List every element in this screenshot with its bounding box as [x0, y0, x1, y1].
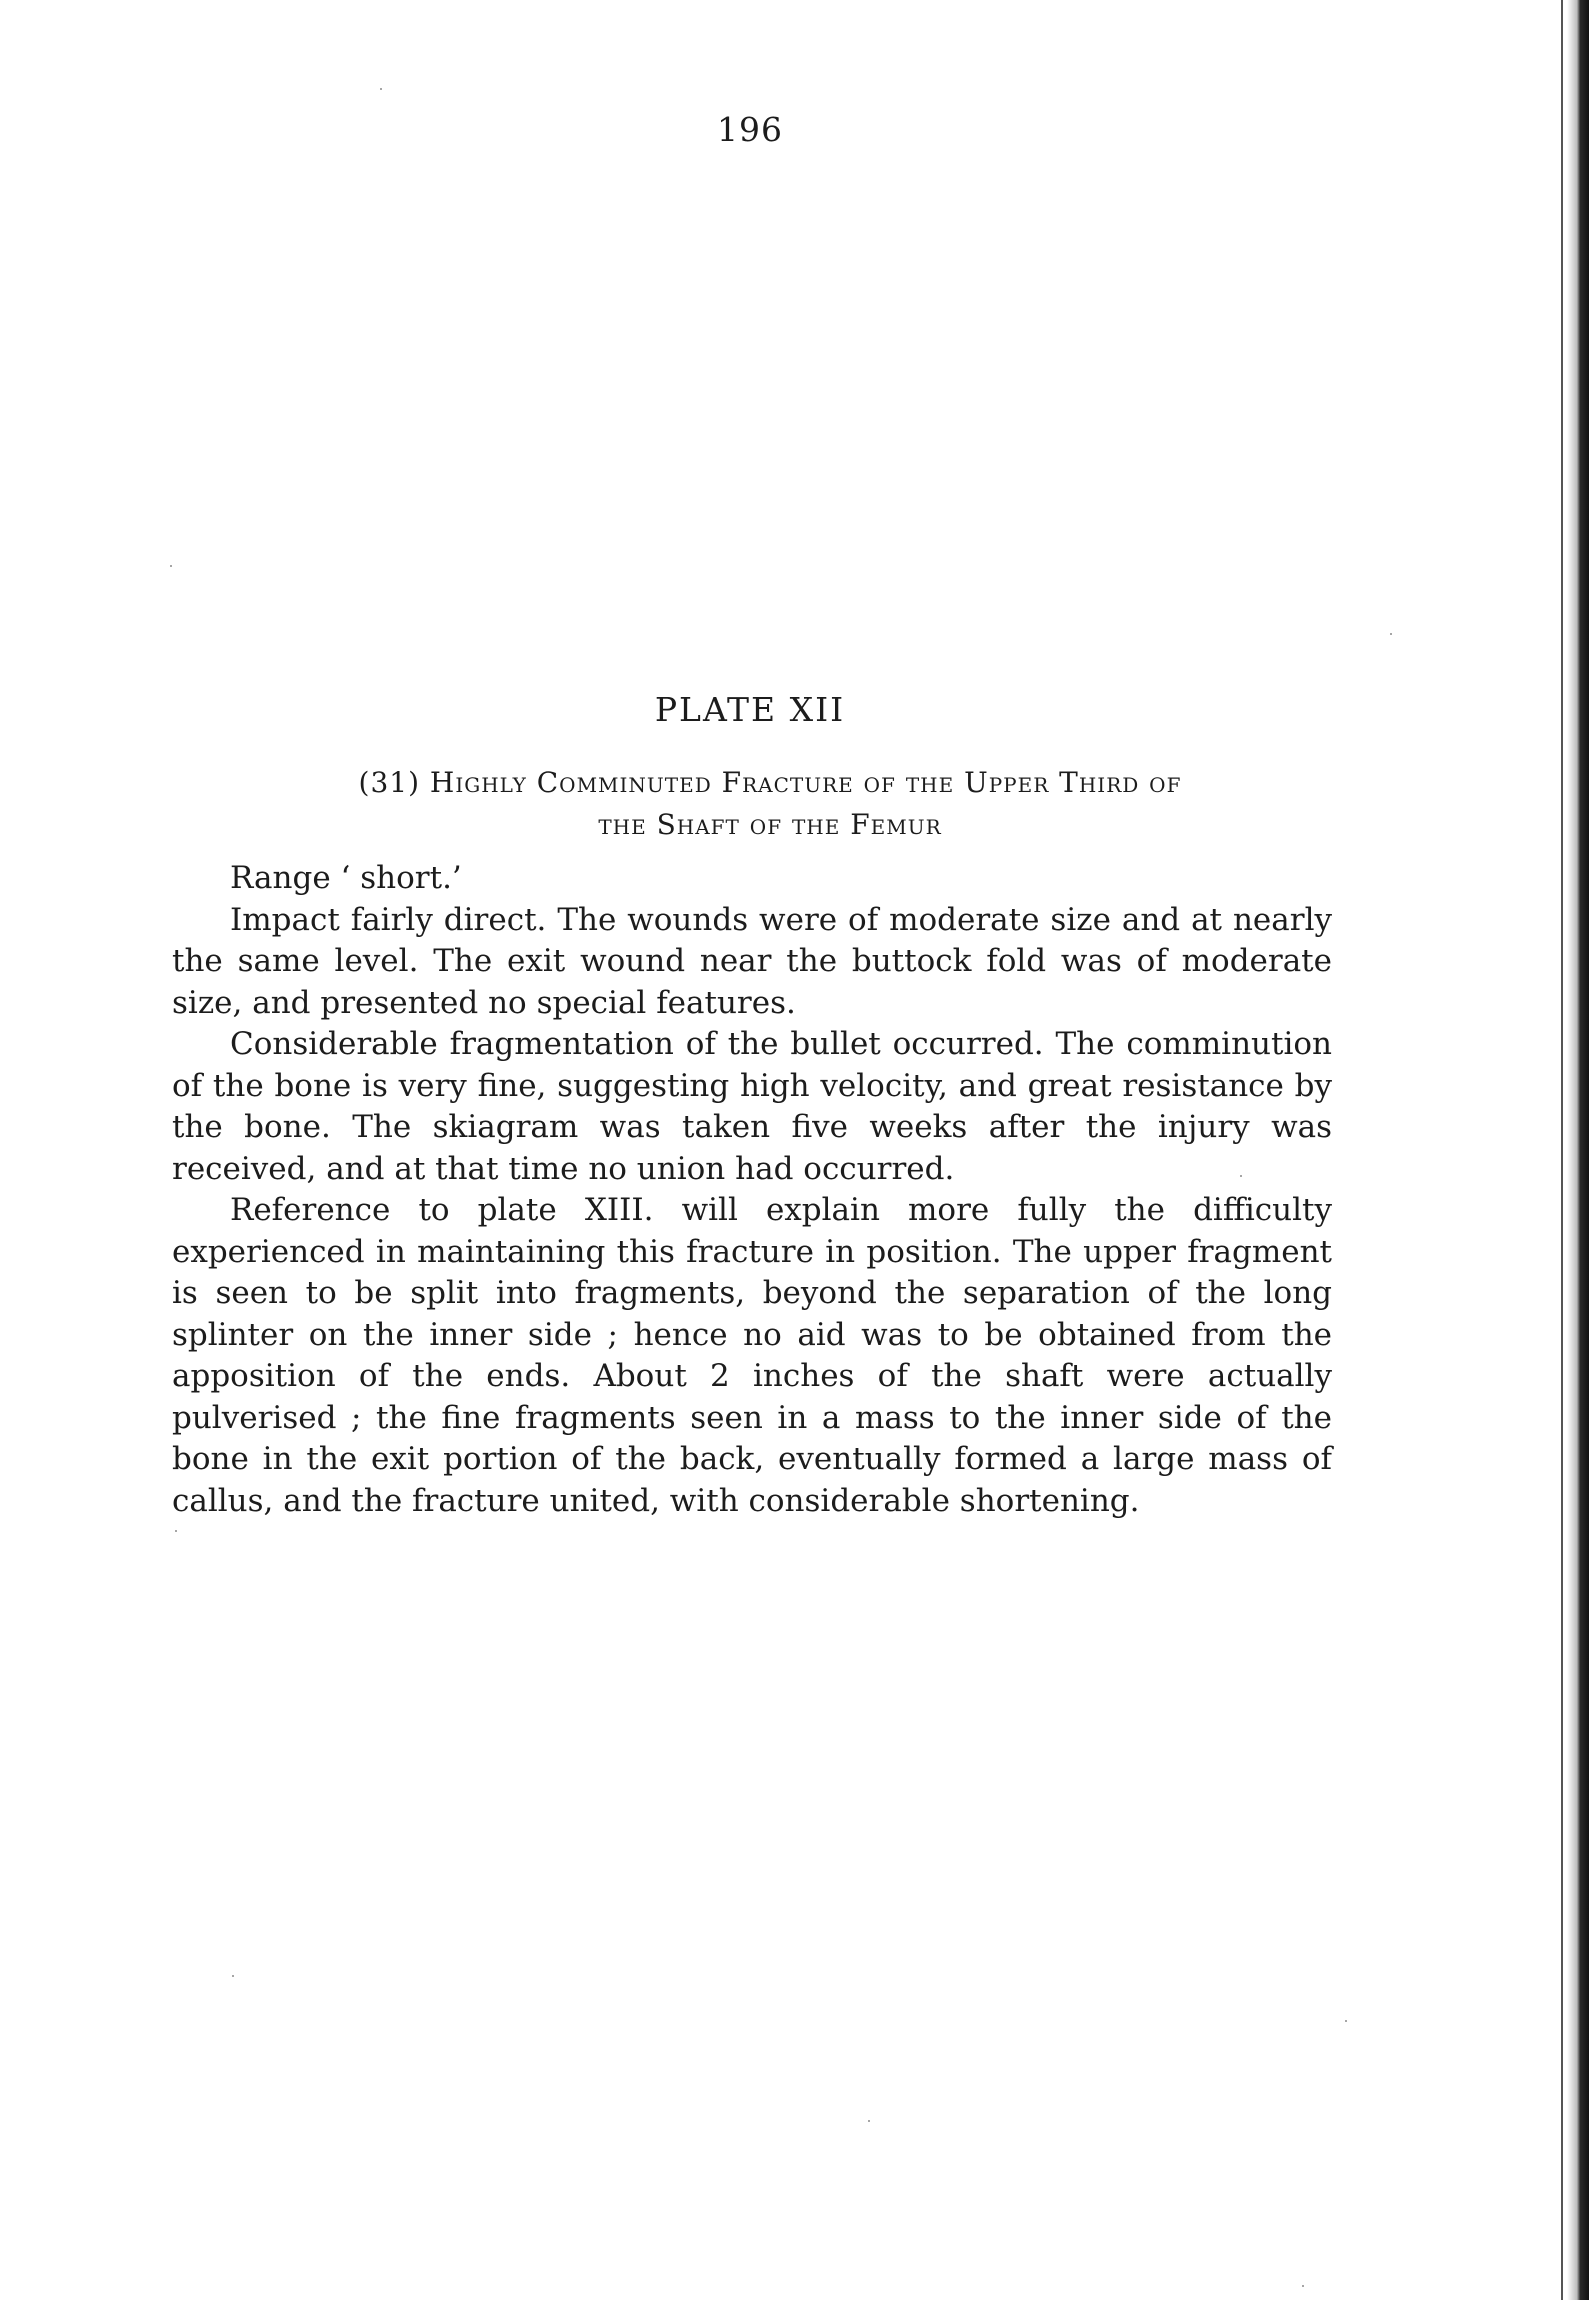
scan-speck — [380, 88, 382, 90]
caption-line-2: the Shaft of the Femur — [598, 808, 942, 841]
paragraph-range: Range ‘ short.’ — [230, 860, 462, 896]
paragraph-fragmentation: Considerable fragmentation of the bullet occurred. The comminution of the bone is very fine, suggesting high velocity, and great resistance by the bone. The skiagram was taken five weeks after the injury was received, and at that time no union had occurred. — [172, 1026, 1332, 1187]
scan-speck — [1345, 2020, 1347, 2022]
paragraph-reference: Reference to plate XIII. will explain more fully the difficulty experienced in maintaining this fracture in position. The upper fragment is seen to be split into fragments, beyond the separation of the long splinter on the inner side ; hence no aid was to be obtained from the apposition of the ends. About 2 inches of the shaft were actually pulverised ; the fine fragments seen in a mass to the inner side of the bone in the exit portion of the back, eventually formed a large mass of callus, and the fracture united, with considerable shortening. — [172, 1192, 1332, 1519]
scan-speck — [175, 1530, 177, 1532]
binding-edge — [1567, 0, 1589, 2300]
scan-speck — [1390, 633, 1392, 635]
scan-speck — [1302, 2285, 1304, 2287]
scan-speck — [868, 2120, 870, 2122]
page-number: 196 — [717, 110, 783, 149]
paragraph-impact: Impact fairly direct. The wounds were of moderate size and at nearly the same level. The exit wound near the buttock fold was of moderate size, and presented no special features. — [172, 901, 1332, 1021]
binding-line — [1561, 0, 1563, 2300]
plate-title: PLATE XII — [654, 690, 846, 729]
body-text — [172, 858, 1332, 1522]
caption-line-1: (31) Highly Comminuted Fracture of the Upper Third of — [358, 766, 1182, 799]
scan-speck — [1240, 1175, 1242, 1177]
plate-caption — [210, 762, 1330, 846]
scan-speck — [232, 1975, 234, 1977]
scan-speck — [170, 565, 172, 567]
